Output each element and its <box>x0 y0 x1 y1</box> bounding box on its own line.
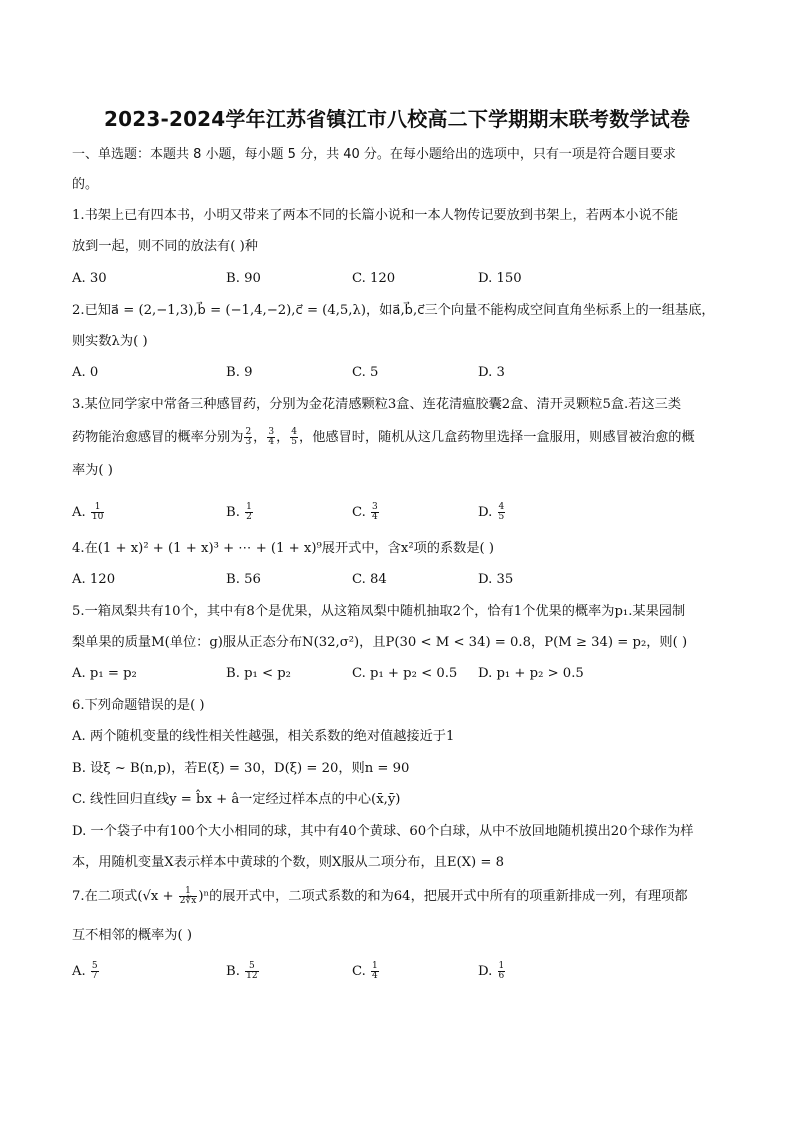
q5-option-a: A. p₁ = p₂ <box>72 666 137 681</box>
q5-option-d: D. p₁ + p₂ > 0.5 <box>478 666 584 681</box>
q1-option-c: C. 120 <box>352 271 396 286</box>
q3-option-a: A. $\frac{1}{10}$ <box>72 502 104 522</box>
q1-option-d: D. 150 <box>478 271 522 286</box>
q3-stem-end: 率为( ) <box>72 463 113 478</box>
q6-stem: 6.下列命题错误的是( ) <box>72 698 205 713</box>
page-title: 2023-2024学年江苏省镇江市八校高二下学期期末联考数学试卷 <box>103 107 691 131</box>
q7-option-c: C. $\frac{1}{4}$ <box>352 961 378 981</box>
q1-stem-cont: 放到一起，则不同的放法有( )种 <box>72 239 258 254</box>
q3-option-b: B. $\frac{1}{2}$ <box>226 502 252 522</box>
q5-stem-cont: 梨单果的质量M(单位：g)服从正态分布N(32,σ²)，且P(30 < M < 34) = 0.8，P(M ≥ 34) = p₂，则( ) <box>72 635 688 650</box>
section-heading: 一、单选题：本题共 8 小题，每小题 5 分，共 40 分。在每小题给出的选项中，只有一项是符合题目要求 <box>72 147 676 162</box>
q1-option-a: A. 30 <box>72 271 107 286</box>
q3-fraction-1: $\frac{2}{3}$ <box>245 427 252 447</box>
q2-stem: 2.已知a⃗ = (2,−1,3),b⃗ = (−1,4,−2),c⃗ = (4,5,λ)，如a⃗,b⃗,c⃗三个向量不能构成空间直角坐标系上的一组基底， <box>72 303 715 318</box>
q5-option-b: B. p₁ < p₂ <box>226 666 291 681</box>
q4-option-d: D. 35 <box>478 572 514 587</box>
q1-stem: 1.书架上已有四本书，小明又带来了两本不同的长篇小说和一本人物传记要放到书架上，若两本小说不能 <box>72 208 679 223</box>
q3-text-b: ，他感冒时，随机从这几盒药物里选择一盒服用，则感冒被治愈的概 <box>299 430 695 445</box>
q3-text-a: 药物能治愈感冒的概率分别为 <box>72 430 244 445</box>
q4-option-b: B. 56 <box>226 572 261 587</box>
q7-option-b: B. $\frac{5}{12}$ <box>226 961 258 981</box>
q3-option-c: C. $\frac{3}{4}$ <box>352 502 378 522</box>
q4-option-a: A. 120 <box>72 572 116 587</box>
q5-stem: 5.一箱凤梨共有10个，其中有8个是优果，从这箱凤梨中随机抽取2个，恰有1个优果的概率为p₁.某果园制 <box>72 604 686 619</box>
q3-option-d: D. $\frac{4}{5}$ <box>478 502 505 522</box>
q4-stem: 4.在(1 + x)² + (1 + x)³ + ⋯ + (1 + x)⁹展开式中，含x²项的系数是( ) <box>72 541 495 556</box>
q1-option-b: B. 90 <box>226 271 261 286</box>
q3-stem: 3.某位同学家中常备三种感冒药，分别为金花清感颗粒3盒、连花清瘟胶囊2盒、清开灵颗粒5盒.若这三类 <box>72 397 682 412</box>
q7-stem: 7.在二项式(√x + $\frac{1}{2∜x}$ )ⁿ的展开式中，二项式系数的和为64，把展开式中所有的项重新排成一列，有理项都 <box>72 886 688 906</box>
q6-option-d-cont: 本，用随机变量X表示样本中黄球的个数，则X服从二项分布，且E(X) = 8 <box>72 855 504 870</box>
q6-option-a: A. 两个随机变量的线性相关性越强，相关系数的绝对值越接近于1 <box>72 729 455 744</box>
q4-option-c: C. 84 <box>352 572 387 587</box>
q6-option-b: B. 设ξ ~ B(n,p)，若E(ξ) = 30，D(ξ) = 20，则n = 90 <box>72 761 410 776</box>
section-heading-cont: 的。 <box>72 177 99 192</box>
q7-option-d: D. $\frac{1}{6}$ <box>478 961 505 981</box>
q2-stem-cont: 则实数λ为( ) <box>72 334 148 349</box>
q3-fraction-3: $\frac{4}{5}$ <box>291 427 298 447</box>
q5-option-c: C. p₁ + p₂ < 0.5 <box>352 666 458 681</box>
q7-expression: (√x + $\frac{1}{2∜x}$ )ⁿ <box>137 886 210 906</box>
q2-option-a: A. 0 <box>72 365 99 380</box>
q7-option-a: A. $\frac{5}{7}$ <box>72 961 98 981</box>
q2-option-b: B. 9 <box>226 365 253 380</box>
q2-option-d: D. 3 <box>478 365 505 380</box>
q6-option-c: C. 线性回归直线y = b̂x + â一定经过样本点的中心(x̄,ȳ) <box>72 792 401 807</box>
q6-option-d: D. 一个袋子中有100个大小相同的球，其中有40个黄球、60个白球，从中不放回地随机摸出20个球作为样 <box>72 824 694 839</box>
q3-stem-cont: 药物能治愈感冒的概率分别为 $\frac{2}{3}$ ， $\frac{3}{4}$ ， $\frac{4}{5}$ ，他感冒时，随机从这几盒药物里选择一盒服用，则感冒被治愈的概 <box>72 427 695 447</box>
q7-stem-cont: 互不相邻的概率为( ) <box>72 928 192 943</box>
q2-option-c: C. 5 <box>352 365 379 380</box>
q3-fraction-2: $\frac{3}{4}$ <box>268 427 275 447</box>
